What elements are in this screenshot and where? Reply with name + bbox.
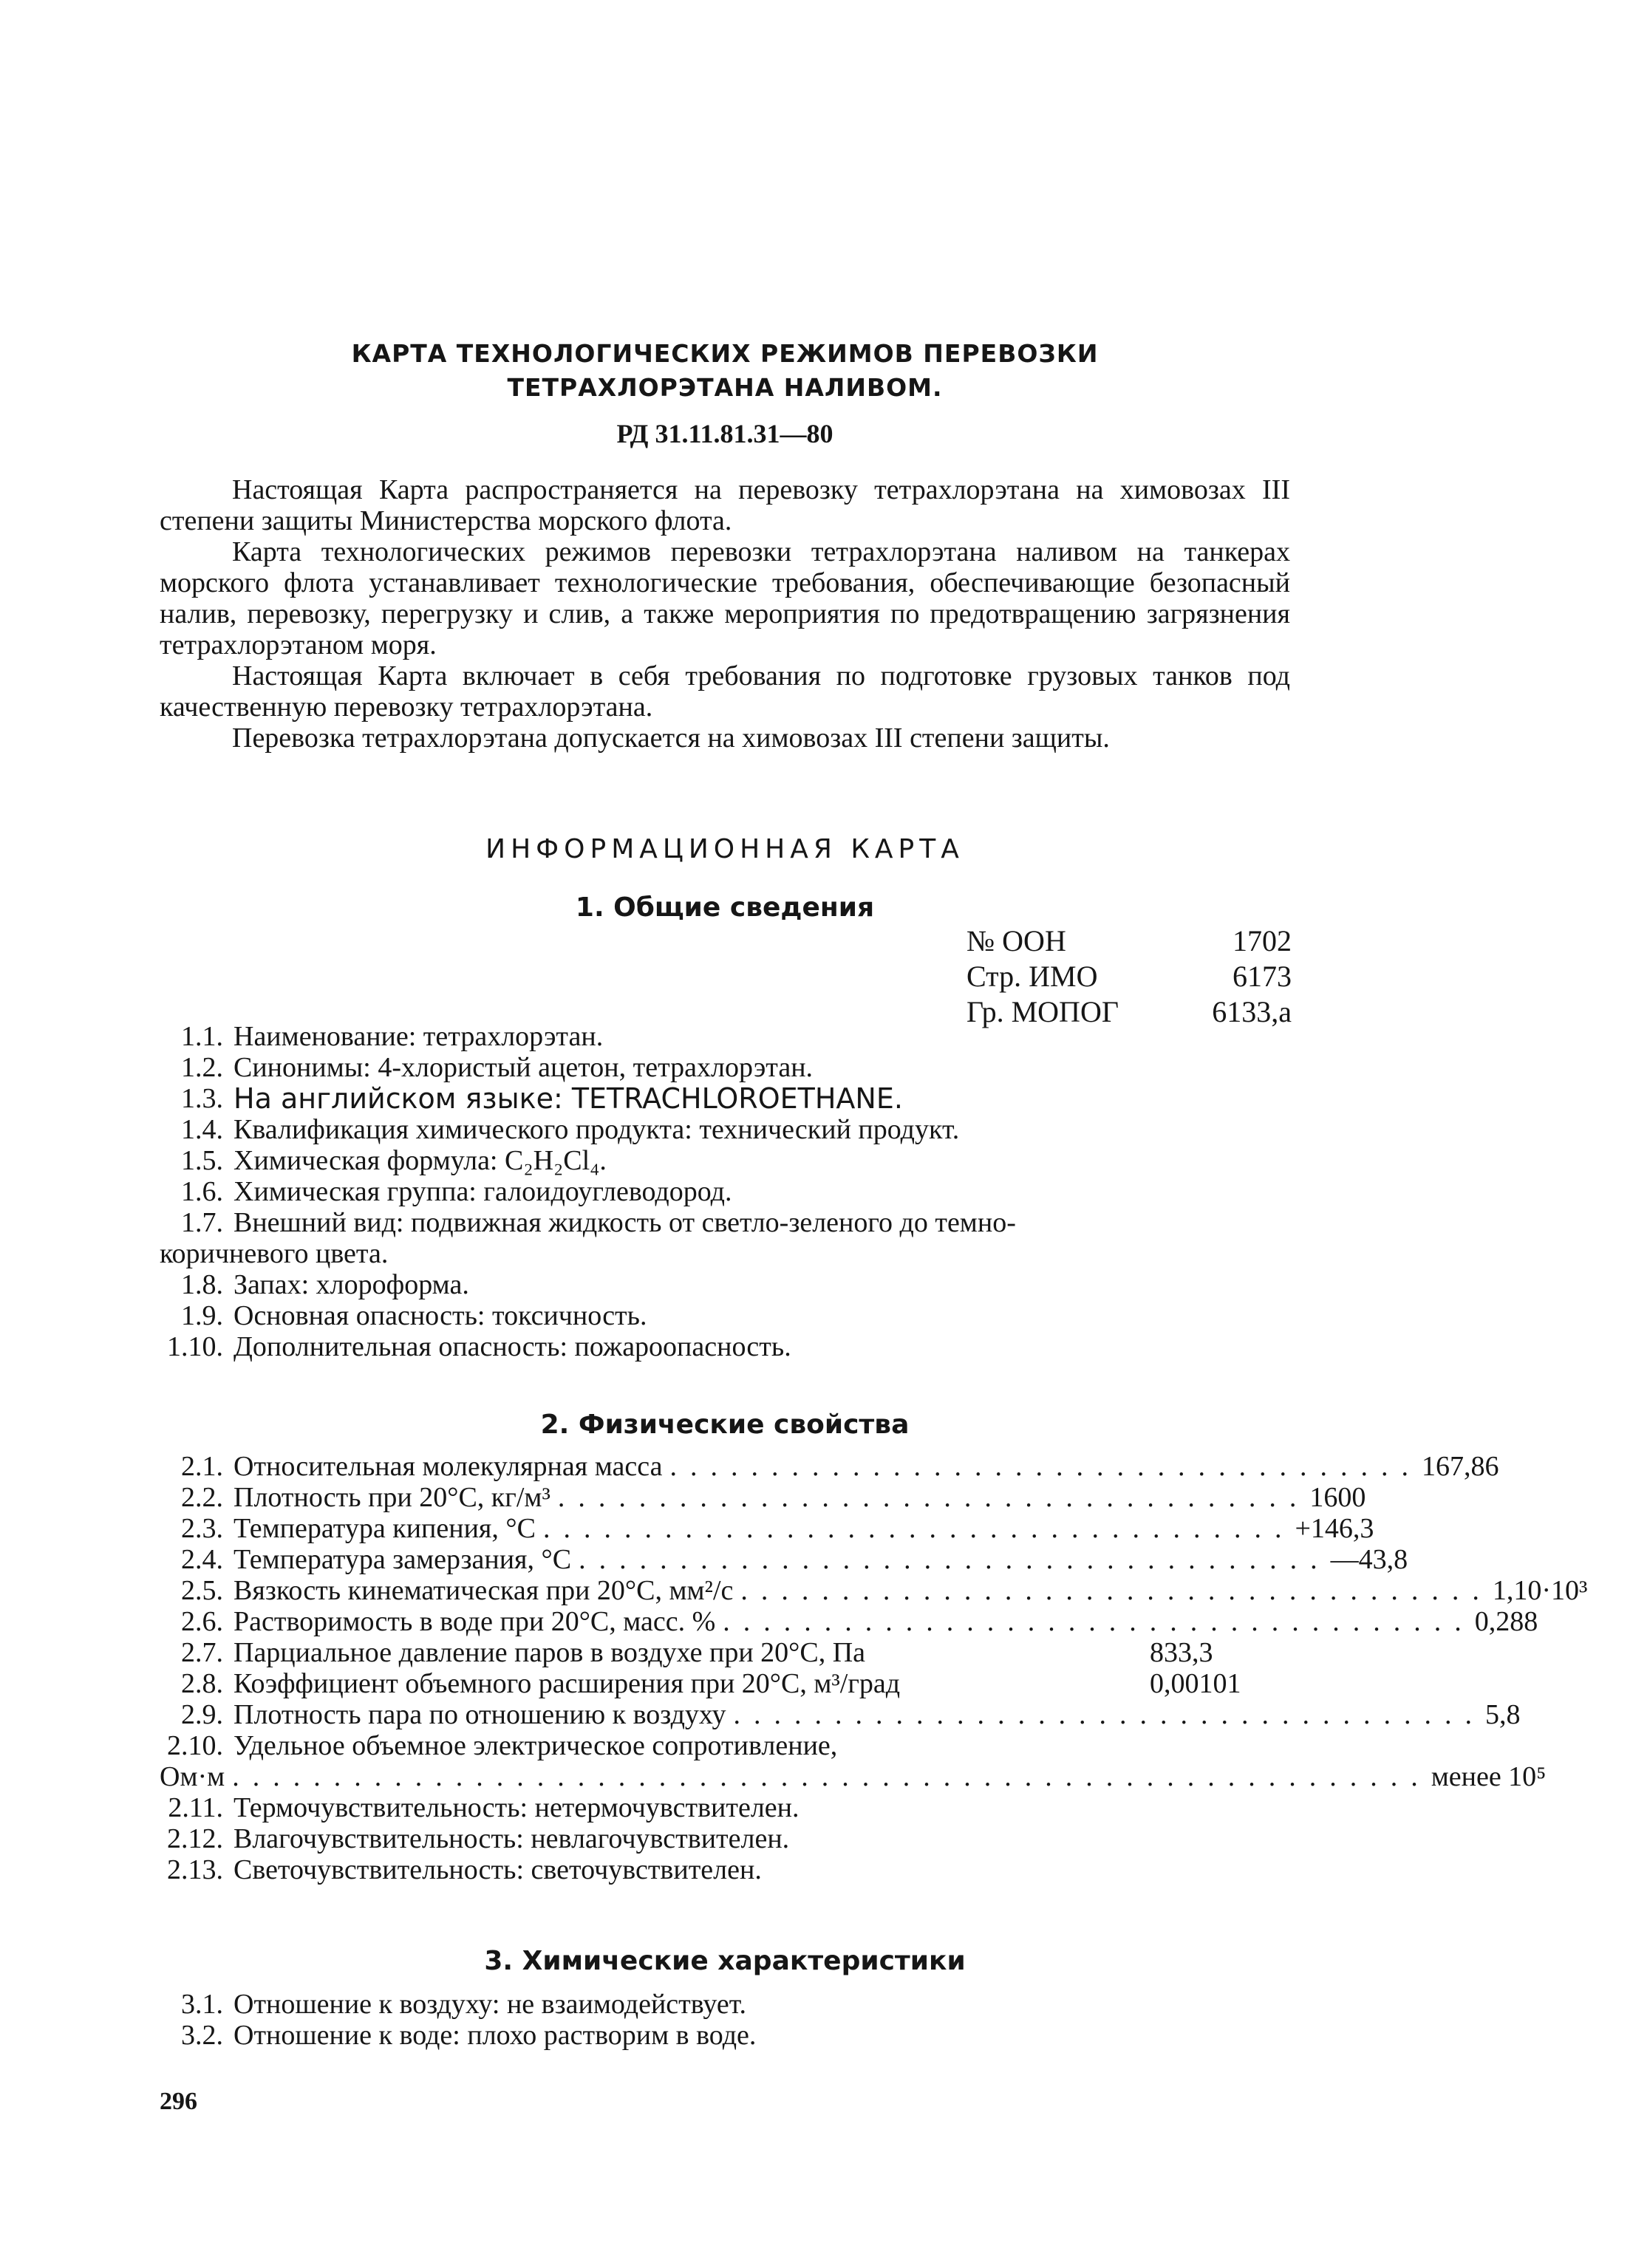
classification-codes	[966, 923, 1292, 1030]
section-2-title: 2. Физические свойства	[540, 1410, 910, 1440]
property-value: 0,288	[1474, 1606, 1538, 1637]
title-line-2: ТЕТРАХЛОРЭТАНА НАЛИВОМ.	[507, 373, 943, 402]
property-value: 1600	[1309, 1482, 1366, 1513]
property-row: 2.5. Вязкость кинематическая при 20°С, мм²/с ..................................... 1,10·10³	[160, 1575, 1290, 1606]
code-value: 1702	[1233, 924, 1292, 957]
list-item-continuation: коричневого цвета.	[160, 1238, 389, 1269]
code-value: 6133,а	[1212, 995, 1292, 1028]
document-code: РД 31.11.81.31—80	[616, 419, 833, 448]
code-label: № ООН	[966, 924, 1066, 957]
list-item: 1.6. Химическая группа: галоидоуглеводород.	[181, 1176, 732, 1207]
list-item: 2.13. Светочувствительность: светочувствителен.	[167, 1854, 762, 1885]
code-label: Гр. МОПОГ	[966, 995, 1119, 1028]
property-row: 2.2. Плотность при 20°С, кг/м³ ..................................... 1600	[160, 1482, 1290, 1513]
intro-paragraph: Настоящая Карта распространяется на перевозку тетрахлорэтана на химовозах III степени защиты Министерства морского флота.	[160, 474, 1290, 536]
list-item: 1.3. На английском языке: TETRACHLOROETHANE.	[181, 1082, 903, 1115]
list-item: 1.2. Синонимы: 4-хлористый ацетон, тетрахлорэтан.	[181, 1052, 814, 1083]
list-item: 1.1. Наименование: тетрахлорэтан.	[181, 1021, 604, 1052]
property-row: 2.8. Коэффициент объемного расширения при 20°С, м³/град 0,00101	[160, 1668, 1290, 1699]
property-value: менее 10⁵	[1431, 1761, 1547, 1792]
code-value: 6173	[1233, 960, 1292, 993]
property-value: 0,00101	[1150, 1668, 1241, 1699]
property-row: 2.7. Парциальное давление паров в воздухе при 20°С, Па 833,3	[160, 1637, 1290, 1668]
property-row-continuation: Ом·м ........................................................... менее 10⁵	[160, 1761, 1290, 1792]
property-row: 2.6. Растворимость в воде при 20°С, масс. % ..................................... 0,288	[160, 1606, 1290, 1637]
property-row: 2.10. Удельное объемное электрическое сопротивление,	[167, 1730, 838, 1761]
list-item: 2.12. Влагочувствительность: невлагочувствителен.	[167, 1823, 790, 1854]
property-row: 2.3. Температура кипения, °С ..................................... +146,3	[160, 1513, 1290, 1544]
intro-paragraph: Карта технологических режимов перевозки тетрахлорэтана наливом на танкерах морского флота устанавливает технологические требования, обеспечивающие безопасный налив, перевозку, перегрузку и слив, а также мероприятия по предотвращению загрязнения тетрахлорэтаном моря.	[160, 536, 1290, 660]
intro-paragraph: Перевозка тетрахлорэтана допускается на химовозах III степени защиты.	[232, 723, 1110, 754]
list-item: 1.4. Квалификация химического продукта: технический продукт.	[181, 1114, 960, 1145]
list-item: 1.8. Запах: хлороформа.	[181, 1269, 469, 1300]
property-value: +146,3	[1295, 1513, 1374, 1544]
property-row: 2.9. Плотность пара по отношению к воздуху ..................................... 5,8	[160, 1699, 1290, 1730]
list-item: 3.1. Отношение к воздуху: не взаимодействует.	[181, 1989, 747, 2020]
title-line-1: КАРТА ТЕХНОЛОГИЧЕСКИХ РЕЖИМОВ ПЕРЕВОЗКИ	[351, 339, 1099, 368]
page-number: 296	[160, 2088, 197, 2115]
list-item: 1.10. Дополнительная опасность: пожароопасность.	[167, 1331, 791, 1362]
physical-properties-list	[160, 1451, 1588, 1885]
info-card-title: ИНФОРМАЦИОННАЯ КАРТА	[485, 834, 964, 864]
code-row	[966, 959, 1292, 994]
property-row: 2.1. Относительная молекулярная масса ..................................... 167,86	[160, 1451, 1290, 1482]
list-item: 1.7. Внешний вид: подвижная жидкость от светло-зеленого до темно-	[181, 1207, 1016, 1238]
list-item: 1.9. Основная опасность: токсичность.	[181, 1300, 647, 1331]
section-1-title: 1. Общие сведения	[575, 892, 875, 923]
code-label: Стр. ИМО	[966, 960, 1098, 993]
chemical-characteristics-list	[160, 1989, 1290, 2051]
property-row: 2.4. Температура замерзания, °С ..................................... —43,8	[160, 1544, 1290, 1575]
property-value: 167,86	[1421, 1451, 1499, 1482]
property-value: 1,10·10³	[1492, 1575, 1588, 1606]
list-item: 2.11. Термочувствительность: нетермочувствителен.	[168, 1792, 800, 1823]
general-info-list	[160, 1021, 1290, 1362]
list-item: 1.5. Химическая формула: C₂H₂Cl₄.	[181, 1145, 607, 1176]
property-value: 833,3	[1150, 1637, 1213, 1668]
intro-paragraph: Настоящая Карта включает в себя требования по подготовке грузовых танков под качественную перевозку тетрахлорэтана.	[160, 660, 1290, 723]
property-value: —43,8	[1330, 1544, 1408, 1575]
intro-text	[160, 474, 1290, 754]
list-item: 3.2. Отношение к воде: плохо растворим в воде.	[181, 2020, 757, 2051]
document-title	[160, 337, 1290, 405]
property-value: 5,8	[1484, 1699, 1521, 1730]
section-3-title: 3. Химические характеристики	[484, 1946, 966, 1976]
code-row	[966, 923, 1292, 959]
